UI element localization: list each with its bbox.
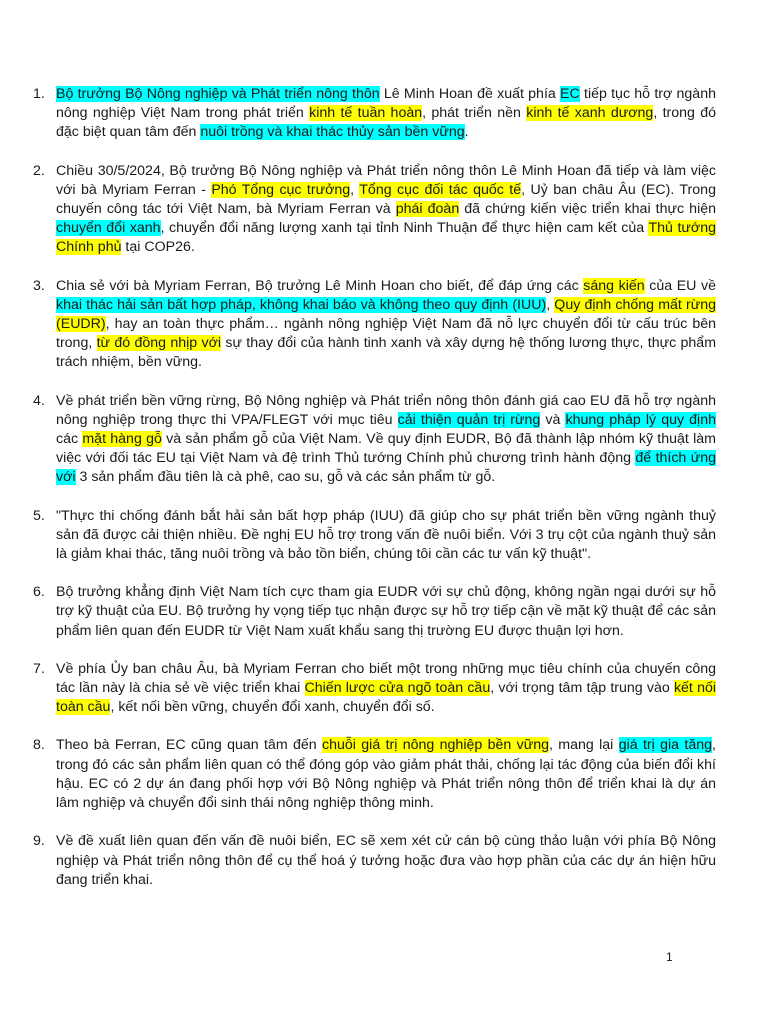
item-text xyxy=(56,833,716,887)
text-segment: và xyxy=(540,411,566,428)
text-segment: từ đó đồng nhịp với xyxy=(96,335,222,352)
text-segment: Về đề xuất liên quan đến vấn đề nuôi biển, EC sẽ xem xét cử cán bộ cùng thảo luận với phía Bộ Nông nghiệp và Phát triển nông thôn để cụ thể hoá ý tưởng hoặc đưa vào hợp phần của các dự án hiện hữu đang triển khai. xyxy=(56,833,716,888)
item-text xyxy=(56,86,716,140)
item-number: 5. xyxy=(33,507,45,524)
text-segment: tại COP26. xyxy=(121,239,195,256)
list-item-1 xyxy=(0,85,768,143)
item-text xyxy=(56,584,716,638)
text-segment: , xyxy=(546,296,555,313)
text-segment: khai thác hải sản bất hợp pháp, không khai báo và không theo quy định (IUU) xyxy=(56,296,547,313)
text-segment: Lê Minh Hoan đề xuất phía xyxy=(379,86,561,102)
text-segment: cải thiện quản trị rừng xyxy=(397,411,541,428)
text-segment: Thủ tướng Chính phủ xyxy=(56,220,716,256)
item-number: 1. xyxy=(33,86,45,102)
item-text xyxy=(56,163,716,256)
text-segment: các xyxy=(56,431,83,448)
text-segment: kết nối toàn cầu xyxy=(56,680,716,716)
text-segment: , kết nối bền vững, chuyển đổi xanh, chuyển đổi số. xyxy=(110,699,435,716)
text-segment: mặt hàng gỗ xyxy=(82,431,162,448)
text-segment: , trong đó đặc biệt quan tâm đến xyxy=(56,105,717,141)
text-segment: , hay an toàn thực phẩm… ngành nông nghiệp Việt Nam đã nỗ lực chuyển đổi từ cấu trúc bên trong, xyxy=(56,316,716,352)
list-item-4 xyxy=(0,392,768,488)
text-segment: Về phía Ủy ban châu Âu, bà Myriam Ferran cho biết một trong những mục tiêu chính của chuyến công tác lần này là chia sẻ về việc triển khai xyxy=(56,660,716,697)
list-item-3 xyxy=(0,277,768,373)
text-segment: của EU về xyxy=(644,277,717,294)
text-segment: . xyxy=(464,124,469,141)
text-segment: , mang lại xyxy=(549,737,619,754)
text-segment: giá trị gia tăng xyxy=(618,737,713,754)
list-item-5 xyxy=(0,507,768,565)
text-segment: , xyxy=(350,181,360,198)
list-item-9 xyxy=(0,832,768,890)
text-segment: khung pháp lý quy định xyxy=(565,411,716,428)
text-segment: Phó Tổng cục trưởng xyxy=(211,181,351,198)
item-number: 9. xyxy=(33,833,45,850)
item-text xyxy=(56,661,716,715)
item-number: 2. xyxy=(33,162,45,179)
text-segment: Tổng cục đối tác quốc tế xyxy=(359,181,522,198)
text-segment: đã chứng kiến việc triển khai thực hiện xyxy=(459,201,717,218)
text-segment: Về phát triển bền vững rừng, Bộ Nông nghiệp và Phát triển nông thôn đánh giá cao EU đã hỗ trợ ngành nông nghiệp trong thực thi VPA/FLEGT với mục tiêu xyxy=(56,392,716,428)
page-number: 1 xyxy=(666,950,673,964)
text-segment: Quy định chống mất rừng (EUDR) xyxy=(56,296,716,333)
text-segment: , Uỷ ban châu Âu (EC). Trong chuyến công tác tới Việt Nam, bà Myriam Ferran và xyxy=(56,181,716,218)
text-segment: , chuyển đổi năng lượng xanh tại tỉnh Ninh Thuận để thực hiện cam kết của xyxy=(160,220,649,237)
text-segment: EC xyxy=(560,86,580,102)
text-segment: Theo bà Ferran, EC cũng quan tâm đến xyxy=(56,737,323,754)
list-item-2 xyxy=(0,162,768,258)
list-item-7 xyxy=(0,660,768,718)
text-segment: kinh tế tuần hoàn xyxy=(309,105,423,122)
text-segment: 3 sản phẩm đầu tiên là cà phê, cao su, gỗ và các sản phẩm từ gỗ. xyxy=(75,469,496,486)
text-segment: chuyển đổi xanh xyxy=(56,220,161,237)
text-segment: để thích ứng với xyxy=(56,450,716,486)
text-segment: Chiều 30/5/2024, Bộ trưởng Bộ Nông nghiệp và Phát triển nông thôn Lê Minh Hoan đã tiếp và làm việc với bà Myriam Ferran - xyxy=(56,162,716,198)
item-number: 4. xyxy=(33,392,45,409)
list-item-8 xyxy=(0,736,768,813)
text-segment: và sản phẩm gỗ của Việt Nam. Về quy định EUDR, Bộ đã thành lập nhóm kỹ thuật làm việc với đối tác EU tại Việt Nam và đệ trình Thủ tướng Chính phủ chương trình hành động xyxy=(56,431,716,467)
text-segment: Chia sẻ với bà Myriam Ferran, Bộ trưởng Lê Minh Hoan cho biết, để đáp ứng các xyxy=(56,277,584,294)
text-segment: Chiến lược cửa ngõ toàn cầu xyxy=(304,680,491,697)
item-text xyxy=(56,737,716,811)
text-segment: Bộ trưởng khẳng định Việt Nam tích cực tham gia EUDR với sự chủ động, không ngần ngại dưới sự hỗ trợ kỹ thuật của EU. Bộ trưởng hy vọng tiếp tục nhận được sự hỗ trợ tiếp cận về mặt kỹ thuật để các sản phẩm liên quan đến EUDR từ Việt Nam xuất khẩu sang thị trường EU được thuận lợi hơn. xyxy=(56,584,716,639)
text-segment: phái đoàn xyxy=(395,201,460,218)
text-segment: sáng kiến xyxy=(583,277,645,294)
text-segment: , trong đó các sản phẩm liên quan có thể đóng góp vào giảm phát thải, chống lại tác động của biến đổi khí hậu. EC có 2 dự án đang phối hợp với Bộ Nông nghiệp và Phát triển nông thôn để triển khai là dự án lâm nghiệp và chuyển đổi sinh thái nông nghiệp thông minh. xyxy=(56,737,716,812)
text-segment: sự thay đổi của hành tinh xanh và xây dựng hệ thống lương thực, thực phẩm trách nhiệm, bền vững. xyxy=(56,335,717,371)
item-number: 7. xyxy=(33,660,45,677)
text-segment: kinh tế xanh dương xyxy=(526,105,654,122)
text-segment: , phát triển nền xyxy=(422,105,527,122)
text-segment: "Thực thi chống đánh bắt hải sản bất hợp pháp (IUU) đã giúp cho sự phát triển bền vững ngành thuỷ sản đã được cải thiện nhiều. Đề nghị EU hỗ trợ trong vấn đề nuôi biển. Với 3 trụ cột của ngành thuỷ sản là giảm khai thác, tăng nuôi trồng và bảo tồn biển, chúng tôi cần các tư vấn kỹ thuật". xyxy=(56,507,716,563)
text-segment: Bộ trưởng Bộ Nông nghiệp và Phát triển nông thôn xyxy=(56,86,380,102)
text-segment: chuỗi giá trị nông nghiệp bền vững xyxy=(322,737,549,754)
item-number: 8. xyxy=(33,737,45,754)
item-number: 3. xyxy=(33,277,45,294)
text-segment: , với trọng tâm tập trung vào xyxy=(490,680,674,697)
item-number: 6. xyxy=(33,584,45,601)
text-segment: nuôi trồng và khai thác thủy sản bền vững xyxy=(200,124,465,141)
item-text xyxy=(56,278,716,371)
list-item-6 xyxy=(0,583,768,641)
text-segment: tiếp tục hỗ trợ ngành nông nghiệp Việt Nam trong phát triển xyxy=(56,86,716,122)
item-text xyxy=(56,393,716,486)
item-text xyxy=(56,508,716,562)
numbered-list xyxy=(0,85,768,909)
